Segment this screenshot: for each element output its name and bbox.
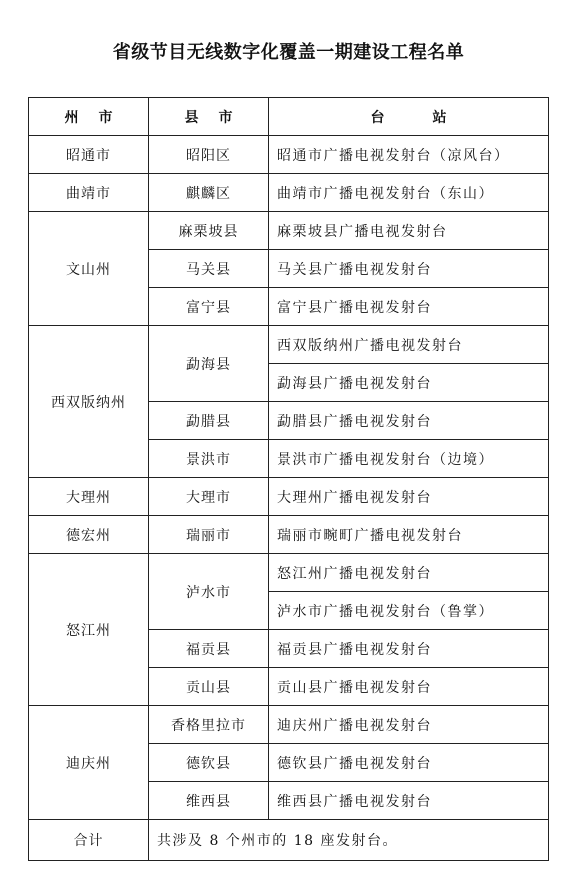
station-table xyxy=(28,97,549,861)
county-cell: 贡山县 xyxy=(149,668,269,706)
table-row xyxy=(29,212,549,250)
prefecture-cell: 文山州 xyxy=(29,212,149,326)
county-cell: 马关县 xyxy=(149,250,269,288)
county-cell: 泸水市 xyxy=(149,554,269,630)
county-cell: 瑞丽市 xyxy=(149,516,269,554)
station-cell: 景洪市广播电视发射台（边境） xyxy=(269,440,549,478)
prefecture-cell: 大理州 xyxy=(29,478,149,516)
prefecture-cell: 怒江州 xyxy=(29,554,149,706)
county-cell: 景洪市 xyxy=(149,440,269,478)
county-cell: 香格里拉市 xyxy=(149,706,269,744)
station-cell: 勐海县广播电视发射台 xyxy=(269,364,549,402)
station-cell: 德钦县广播电视发射台 xyxy=(269,744,549,782)
station-cell: 福贡县广播电视发射台 xyxy=(269,630,549,668)
station-cell: 麻栗坡县广播电视发射台 xyxy=(269,212,549,250)
county-cell: 德钦县 xyxy=(149,744,269,782)
county-cell: 勐海县 xyxy=(149,326,269,402)
prefecture-cell: 曲靖市 xyxy=(29,174,149,212)
table-header-row xyxy=(29,98,549,136)
header-station: 台站 xyxy=(269,98,549,136)
county-cell: 富宁县 xyxy=(149,288,269,326)
table-row xyxy=(29,706,549,744)
table-row xyxy=(29,136,549,174)
county-cell: 大理市 xyxy=(149,478,269,516)
station-cell: 大理州广播电视发射台 xyxy=(269,478,549,516)
prefecture-cell: 西双版纳州 xyxy=(29,326,149,478)
station-cell: 勐腊县广播电视发射台 xyxy=(269,402,549,440)
station-cell: 维西县广播电视发射台 xyxy=(269,782,549,820)
station-cell: 泸水市广播电视发射台（鲁掌） xyxy=(269,592,549,630)
prefecture-cell: 昭通市 xyxy=(29,136,149,174)
total-text: 共涉及 8 个州市的 18 座发射台。 xyxy=(149,820,549,861)
station-cell: 贡山县广播电视发射台 xyxy=(269,668,549,706)
table-row xyxy=(29,516,549,554)
total-row xyxy=(29,820,549,861)
station-cell: 马关县广播电视发射台 xyxy=(269,250,549,288)
total-label: 合计 xyxy=(29,820,149,861)
county-cell: 福贡县 xyxy=(149,630,269,668)
station-cell: 富宁县广播电视发射台 xyxy=(269,288,549,326)
county-cell: 麒麟区 xyxy=(149,174,269,212)
prefecture-cell: 德宏州 xyxy=(29,516,149,554)
table-row xyxy=(29,478,549,516)
table-row xyxy=(29,554,549,592)
county-cell: 麻栗坡县 xyxy=(149,212,269,250)
table-row xyxy=(29,174,549,212)
county-cell: 勐腊县 xyxy=(149,402,269,440)
header-prefecture: 州市 xyxy=(29,98,149,136)
county-cell: 昭阳区 xyxy=(149,136,269,174)
prefecture-cell: 迪庆州 xyxy=(29,706,149,820)
station-cell: 昭通市广播电视发射台（凉风台） xyxy=(269,136,549,174)
station-cell: 曲靖市广播电视发射台（东山） xyxy=(269,174,549,212)
station-cell: 迪庆州广播电视发射台 xyxy=(269,706,549,744)
header-county: 县市 xyxy=(149,98,269,136)
station-cell: 怒江州广播电视发射台 xyxy=(269,554,549,592)
station-cell: 西双版纳州广播电视发射台 xyxy=(269,326,549,364)
station-cell: 瑞丽市畹町广播电视发射台 xyxy=(269,516,549,554)
county-cell: 维西县 xyxy=(149,782,269,820)
table-row xyxy=(29,326,549,364)
document-title: 省级节目无线数字化覆盖一期建设工程名单 xyxy=(112,42,465,63)
